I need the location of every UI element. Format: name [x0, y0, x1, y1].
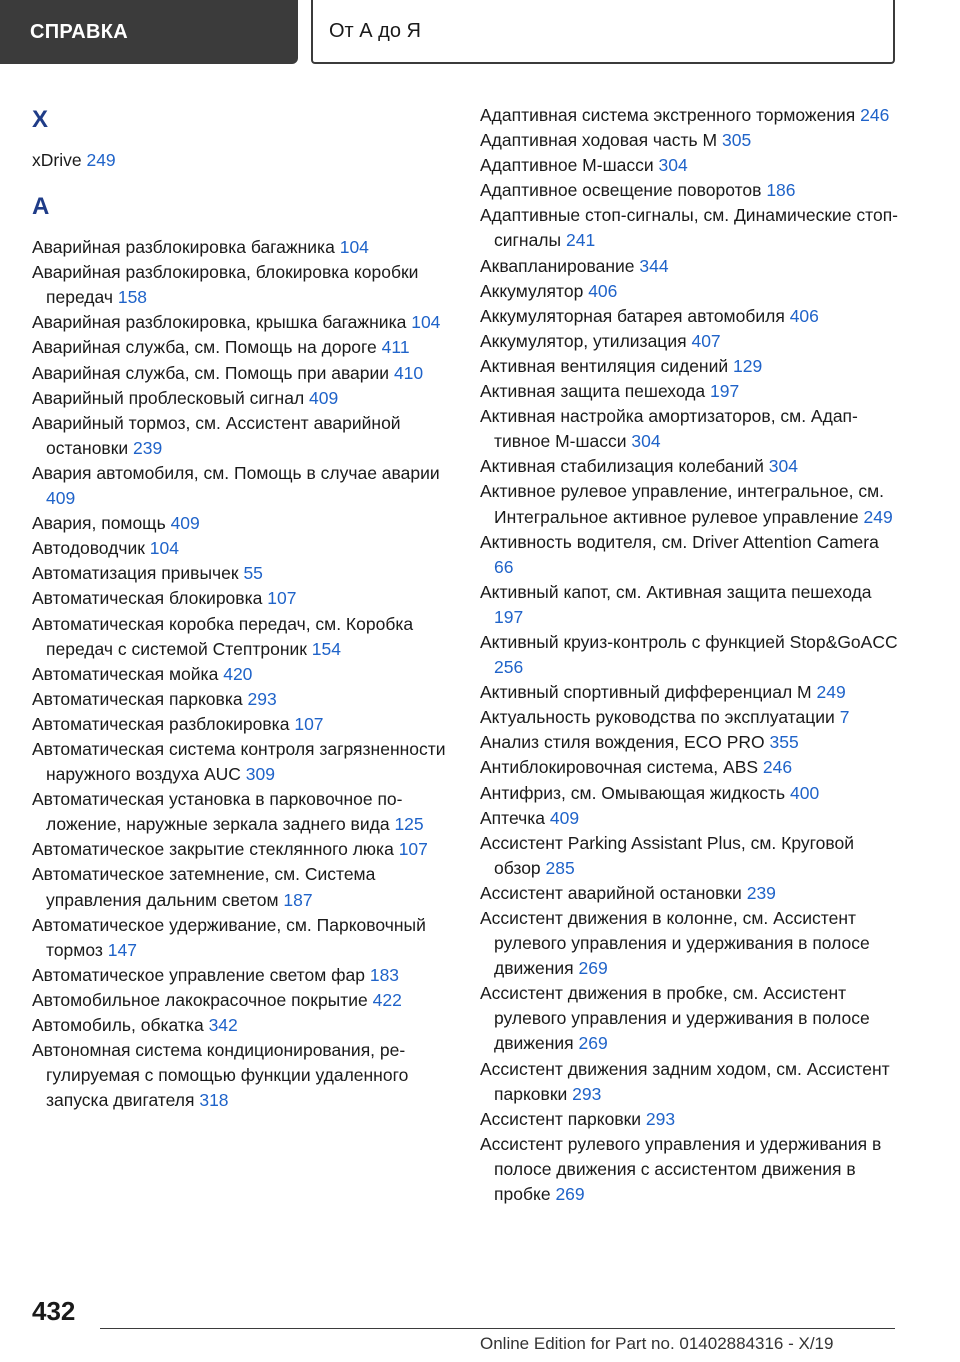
index-entry	[480, 354, 900, 379]
index-entry	[32, 787, 452, 837]
page-reference-link[interactable]: 186	[766, 180, 796, 201]
index-entry	[480, 404, 900, 454]
page-reference-link[interactable]: 420	[223, 663, 253, 684]
page-reference-link[interactable]: 183	[369, 964, 400, 985]
index-entry	[32, 461, 452, 511]
index-entry-term: Аптечка	[480, 807, 546, 828]
page-reference-link[interactable]: 309	[245, 764, 275, 785]
index-entry	[480, 379, 900, 404]
footer-divider	[100, 1328, 895, 1329]
index-entry	[480, 831, 900, 881]
page-reference-link[interactable]: 304	[768, 456, 798, 477]
index-entry-term: Автономная система кондиционирования, регулируемая с помощью функции удаленного запуска двигателя	[32, 1040, 409, 1111]
page-reference-link[interactable]: 305	[721, 130, 752, 151]
index-entry-term: Автоматическое управление светом фар	[32, 964, 365, 985]
index-entry-term: Автоматизация привычек	[32, 563, 239, 584]
index-entry-term: Аварийная служба, см. Помощь на дороге	[32, 337, 377, 358]
index-entry-term: Активный спортивный дифференциал M	[480, 682, 812, 703]
index-entry-term: Активное рулевое управление, интегральное, см. Интегральное активное рулевое управление	[480, 481, 884, 527]
page-number: 432	[32, 1296, 76, 1326]
index-entry-term: Адаптивная система экстренного торможения	[480, 105, 856, 125]
index-entry-term: Аквапланирование	[480, 255, 635, 276]
index-entry-term: Автоматическая установка в парковочное положение, наружные зеркала заднего вида	[32, 789, 403, 835]
index-entry	[32, 837, 452, 862]
page-reference-link[interactable]: 344	[639, 255, 669, 276]
index-entry-term: Активная вентиляция сидений	[480, 355, 729, 376]
index-entry	[32, 260, 452, 310]
index-entry	[32, 1038, 452, 1113]
page-reference-link[interactable]: 66	[494, 556, 514, 577]
page-reference-link[interactable]: 104	[149, 538, 179, 559]
index-entry	[480, 630, 900, 680]
page-reference-link[interactable]: 407	[691, 330, 721, 351]
index-entry-term: Автоматическое закрытие стеклянного люка	[32, 839, 394, 860]
index-entry	[32, 586, 452, 611]
page-reference-link[interactable]: 269	[578, 1033, 608, 1054]
page-reference-link[interactable]: 422	[372, 989, 402, 1010]
page-reference-link[interactable]: 304	[631, 431, 661, 452]
index-entry-term: Автомобильное лакокрасочное покрытие	[32, 989, 368, 1010]
index-entry-term: Активная защита пешехода	[480, 381, 706, 402]
page-reference-link[interactable]: 197	[494, 606, 524, 627]
index-entry	[480, 1057, 900, 1107]
index-entry	[32, 361, 452, 386]
index-entry	[32, 737, 452, 787]
page-reference-link[interactable]: 293	[645, 1108, 676, 1129]
index-entry	[32, 963, 452, 988]
page-reference-link[interactable]: 154	[311, 638, 341, 659]
index-entry-term: Аварийная разблокировка, крышка багажника	[32, 312, 407, 333]
index-entry-term: Адаптивная ходовая часть M	[480, 130, 718, 151]
index-entry-term: Ассистент парковки	[480, 1108, 642, 1129]
index-entry-term: Активность водителя, см. Driver Attention Camera	[480, 531, 879, 552]
index-entry	[32, 386, 452, 411]
index-entry	[480, 254, 900, 279]
index-entry-term: Антифриз, см. Омывающая жидкость	[480, 782, 786, 803]
index-entry-term: Аварийный тормоз, см. Ассистент аварийной остановки	[32, 412, 401, 458]
index-entry	[480, 881, 900, 906]
index-entry-term: Автоматическая мойка	[32, 663, 219, 684]
page-reference-link[interactable]: 269	[555, 1184, 585, 1205]
page-reference-link[interactable]: 249	[86, 150, 116, 170]
index-entry-term: Аккумулятор	[480, 280, 584, 301]
section-tab[interactable]: СПРАВКА	[0, 0, 298, 64]
index-entry-term: Ассистент движения в пробке, см. Ассистент рулевого управления и удерживания в полосе движения	[480, 983, 870, 1054]
index-entry-term: Активный капот, см. Активная защита пешехода	[480, 581, 872, 602]
page-reference-link[interactable]: 125	[394, 814, 424, 835]
index-entry-term: Автоматическое удерживание, см. Парковочный тормоз	[32, 914, 426, 960]
index-entry	[480, 178, 900, 203]
index-entry-term: Автоматическая коробка передач, см. Коробка передач с системой Стептроник	[32, 613, 414, 659]
index-entry-term: Авария, помощь	[32, 513, 166, 534]
page-reference-link[interactable]: 411	[381, 337, 410, 358]
index-entry	[480, 981, 900, 1056]
page-reference-link[interactable]: 104	[411, 312, 441, 333]
page-reference-link[interactable]: 293	[572, 1083, 602, 1104]
index-column-left	[32, 94, 452, 1113]
page-reference-link[interactable]: 147	[107, 939, 137, 960]
index-entry	[480, 906, 900, 981]
index-entry	[480, 103, 900, 128]
index-entry	[480, 680, 900, 705]
index-letter-heading: А	[32, 193, 50, 221]
index-entry-term: Автомобиль, обкатка	[32, 1015, 204, 1035]
index-entry-term: Автоматическая парковка	[32, 688, 243, 709]
page-reference-link[interactable]: 158	[117, 287, 148, 308]
page-reference-link[interactable]: 104	[339, 237, 369, 258]
page-header	[0, 0, 960, 66]
page-reference-link[interactable]: 246	[860, 105, 890, 125]
index-entry	[32, 1013, 452, 1038]
page-reference-link[interactable]: 406	[588, 280, 618, 301]
page-reference-link[interactable]: 318	[199, 1090, 229, 1111]
index-entry-term: Автоматическая разблокировка	[32, 713, 290, 734]
index-entry-term: Ассистент движения задним ходом, см. Ассистент парковки	[480, 1058, 890, 1104]
index-entry	[32, 913, 452, 963]
page-reference-link[interactable]: 7	[839, 707, 850, 728]
index-entry	[32, 712, 452, 737]
index-entry-term: Ассистент движения в колонне, см. Ассистент рулевого управления и удерживания в полосе движения	[480, 908, 870, 979]
index-column-right	[480, 103, 900, 1207]
page-reference-link[interactable]: 269	[578, 958, 608, 979]
index-entry	[32, 511, 452, 536]
index-entry	[480, 203, 900, 253]
page-reference-link[interactable]: 187	[283, 889, 313, 910]
index-entry	[480, 730, 900, 755]
index-entry-term: Активный круиз-контроль с функцией Stop&GoACC	[480, 631, 898, 652]
index-entry-term: Аварийный проблесковый сигнал	[32, 387, 305, 408]
page-reference-link[interactable]: 293	[247, 688, 277, 709]
index-entry-term: Антиблокировочная система, ABS	[480, 757, 759, 778]
index-entry-term: Адаптивное освещение поворотов	[480, 180, 762, 201]
index-entry-term: xDrive	[32, 150, 82, 170]
page-reference-link[interactable]: 304	[658, 155, 688, 176]
index-entry-term: Аккумулятор, утилизация	[480, 330, 687, 351]
page-reference-link[interactable]: 241	[565, 230, 596, 251]
index-letter-heading: X	[32, 106, 49, 133]
index-entry	[480, 1107, 900, 1132]
page-reference-link[interactable]: 285	[545, 857, 575, 878]
page-reference-link[interactable]: 249	[816, 682, 846, 703]
index-entry-term: Ассистент Parking Assistant Plus, см. Круговой обзор	[480, 832, 854, 878]
page-reference-link[interactable]: 55	[243, 563, 263, 584]
page-reference-link[interactable]: 409	[309, 387, 339, 408]
index-entry	[32, 411, 452, 461]
index-entry-term: Авария автомобиля, см. Помощь в случае аварии	[32, 462, 440, 483]
index-entry	[480, 806, 900, 831]
page-reference-link[interactable]: 409	[170, 513, 200, 534]
page-reference-link[interactable]: 246	[762, 757, 793, 778]
index-entry-term: Ассистент аварийной остановки	[480, 882, 742, 903]
index-entry-term: Активная стабилизация колебаний	[480, 456, 764, 477]
page-reference-link[interactable]: 239	[746, 882, 776, 903]
index-entry-term: Адаптивные стоп-сигналы, см. Динамические стоп-сигналы	[480, 205, 899, 251]
index-entry	[32, 235, 452, 260]
page-reference-link[interactable]: 410	[393, 362, 424, 383]
index-entry-term: Автоматическая система контроля загрязненности наружного воздуха AUC	[32, 738, 446, 785]
index-entry	[480, 705, 900, 730]
page-reference-link[interactable]: 342	[208, 1015, 238, 1035]
index-entry	[480, 454, 900, 479]
index-entry-term: Анализ стиля вождения, ECO PRO	[480, 732, 765, 753]
index-entry	[32, 612, 452, 662]
index-entry-term: Актуальность руководства по эксплуатации	[480, 707, 835, 728]
index-entry-term: Аккумуляторная батарея автомобиля	[480, 305, 785, 326]
index-entry-term: Автодоводчик	[32, 538, 145, 559]
index-entry	[480, 279, 900, 304]
index-entry	[32, 561, 452, 586]
index-entry	[32, 862, 452, 912]
index-entry	[32, 988, 452, 1013]
page-reference-link[interactable]: 129	[733, 355, 763, 376]
index-entry-term: Аварийная разблокировка багажника	[32, 237, 335, 258]
index-entry	[480, 755, 900, 780]
page-reference-link[interactable]: 107	[398, 839, 428, 860]
index-entry	[32, 536, 452, 561]
page-reference-link[interactable]: 409	[549, 807, 580, 828]
index-entry-term: Аварийная служба, см. Помощь при аварии	[32, 362, 390, 383]
index-entry-term: Автоматическое затемнение, см. Система управления дальним светом	[32, 864, 376, 910]
index-entry-term: Аварийная разблокировка, блокировка коробки передач	[32, 262, 419, 308]
index-entry	[480, 304, 900, 329]
index-entry	[480, 781, 900, 806]
subsection-tab[interactable]: От А до Я	[311, 0, 895, 64]
index-entry	[32, 310, 452, 335]
page-reference-link[interactable]: 249	[863, 506, 893, 527]
page-reference-link[interactable]: 400	[789, 782, 820, 803]
index-entry	[480, 479, 900, 529]
index-entry	[32, 687, 452, 712]
index-entry	[32, 662, 452, 687]
page-reference-link[interactable]: 256	[494, 657, 524, 678]
page-reference-link[interactable]: 239	[133, 437, 163, 458]
page-reference-link[interactable]: 355	[769, 732, 799, 753]
index-entry-term: Автоматическая блокировка	[32, 588, 263, 609]
index-entry-term: Ассистент рулевого управления и удерживания в полосе движения с ассистентом движения в пробке	[480, 1133, 882, 1205]
index-entry	[480, 153, 900, 178]
index-entry-term: Активная настройка амортизаторов, см. Адаптивное M-шасси	[480, 406, 858, 452]
page-reference-link[interactable]: 197	[710, 381, 740, 402]
index-entry	[480, 1132, 900, 1207]
index-entry	[480, 580, 900, 630]
index-entry	[32, 148, 452, 173]
index-entry	[480, 128, 900, 153]
index-entry	[480, 530, 900, 580]
index-entry	[32, 335, 452, 360]
index-entry	[480, 329, 900, 354]
edition-note: Online Edition for Part no. 01402884316 - X/19	[480, 1334, 834, 1353]
page-reference-link[interactable]: 107	[294, 713, 324, 734]
page-reference-link[interactable]: 107	[267, 588, 297, 609]
index-entry-term: Адаптивное M-шасси	[480, 155, 654, 176]
page-reference-link[interactable]: 409	[46, 488, 76, 509]
page-reference-link[interactable]: 406	[789, 305, 819, 326]
